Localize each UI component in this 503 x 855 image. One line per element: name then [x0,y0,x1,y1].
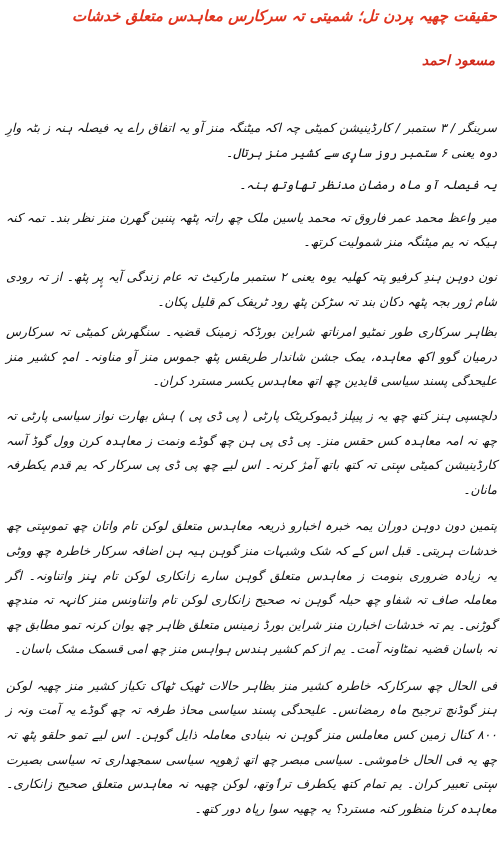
paragraph: سرینگر / ۳ ستمبر / کارڈینیشن کمیٹی چہ اکہ میٹنگہ منز آو یہ اتفاق راے یہ فیصلہ ہنہ ز بٹہ وارِ دوہ یعنی ۶ ستمبر روز سارٕی سے کشیر منز ہرتال۔ [6,121,497,160]
paragraph: نون دوہن ہندِ کرفیو پتہ کھلیہ یوہ یعنی ۲ ستمبر مارکیٹ تہ عام زندگی آیہ پٕر پٹھ۔ از تہ رودی شام ژور بجہ پٹھہ دکان بند تہ سڑکن پٹھ رود ٹریفک کم قلیل پکان۔ [6,269,497,309]
paragraph: میر واعظ محمد عمر فاروق تہ محمد یاسین ملک چھ راتہ پٹھہ پننین گھرن منز نظر بند۔ تمہ کنہ ہیکہ نہ یم میٹنگہ منز شمولیت کرتھ۔ [6,210,497,250]
paragraph: فی الحال چھ سرکارکہ خاطرہ کشیر منز بظاہر حالات ٹھیک ٹھاک تکیاز کشیر منز چھیہ لوکن ہنز گوڈنچ ترجیح ماہ رمضانس۔ علیحدگی پسند سیاسی محاذ طرفہ تہ چھ گوڈے یہ آمت ونہ ز ۸۰۰ کنال زمین کس معاملس منز گوہن نہ بنیادی معاملہ ذایل گوہن۔ اس لیے تمو حلقو پٹھ تہ چھ یہ فی الحال خاموشی۔ سیاسی مبصر چھ اتھ ژھوپہ سیاسی سمجھداری تہ سیاسی بصیرت سٕتی تعبیر کران۔ یم تمام کتھ یکطرف ترٲوتھ، لوکن چھیہ نہ معاہدس متعلق صحیح زانکاری۔ معاہدہ کرنا منظور کنہ مسترد؟ یہ چھیہ سوا رپاہ دور کتھ۔ [6,678,497,816]
paragraph: دلچسپی ہنز کتھ چھ یہ ز پیپلز ڈیموکریٹک پارٹی ( پی ڈی پی ) ہش بھارت نواز سیاسی پارٹی تہ چھ نہ امہ معاہدہ کس حقس منز۔ پی ڈی پی ہن چھ گوڈے ونمت ز معاہدہ کرن وول گوڈ آسہ کارڈینیشن کمیٹی سٕتی تہ کتھ باتھ آمژ کرنہ۔ اس لیے چھ پی ڈی پی سرکار کہ یم قدم یکطرفہ مانان۔ [6,408,497,497]
paragraph: پتمین دون دوہن دوران یمہ خبرہ اخبارو ذریعہ معاہدس متعلق لوکن تام واتان چھ تموسٕتی چھ خدشات ہریتی۔ قبل اس کے کہ شک وشبہات منز گوہن ہیہ ہن اضافہ سرکار خاطرہ چھ ووٹی یہ زیادہ ضروری بنومت ز معاہدس متعلق گوہن سارے زانکاری لوکن تام ہٕنز واتناونہ۔ اگر معاملہ صاف تہ شفاو چھ حیلہ گوہن نہ صحیح زانکاری لوکن تام واتناونس منز کانہہ تہ مندچھ گوڑنی۔ یم تہ خدشات اخبارن منز شراین بورڈ زمینس متعلق ظاہر چھ یوان کرنہ تمو مطابق چھ نہ باسان قضیہ نمٹاونہ آمت۔ یم از کم کشیر ہندس ہواہس منز چھ امی قسمک مشک باسان۔ [6,519,497,657]
article-headline: حقیقت چھیہ پردن تل؛ شمیتی تہ سرکارس معاہدس متعلق خدشات [71,7,497,25]
paragraph: بظاہر سرکاری طور نمٹیو امرناتھ شراین بورڈکہ زمینک قضیہ۔ سنگھرش کمیٹی تہ سرکارس درمیان گوو اکھ معاہدہ، یمک جشن شاندار طریقس پٹھ جموس منز آو مناونہ۔ امہٕ کشیر منز علیحدگی پسند سیاسی قایدین چھ اتھ معاہدس یکسر مسترد کران۔ [6,325,497,389]
author-byline: مسعود احمد [421,53,495,69]
article-body [6,96,497,821]
paragraph: یہ فیصلہ آو ماہ رمضان مدنظر تھاوتھ ہنہ۔ [239,178,497,193]
